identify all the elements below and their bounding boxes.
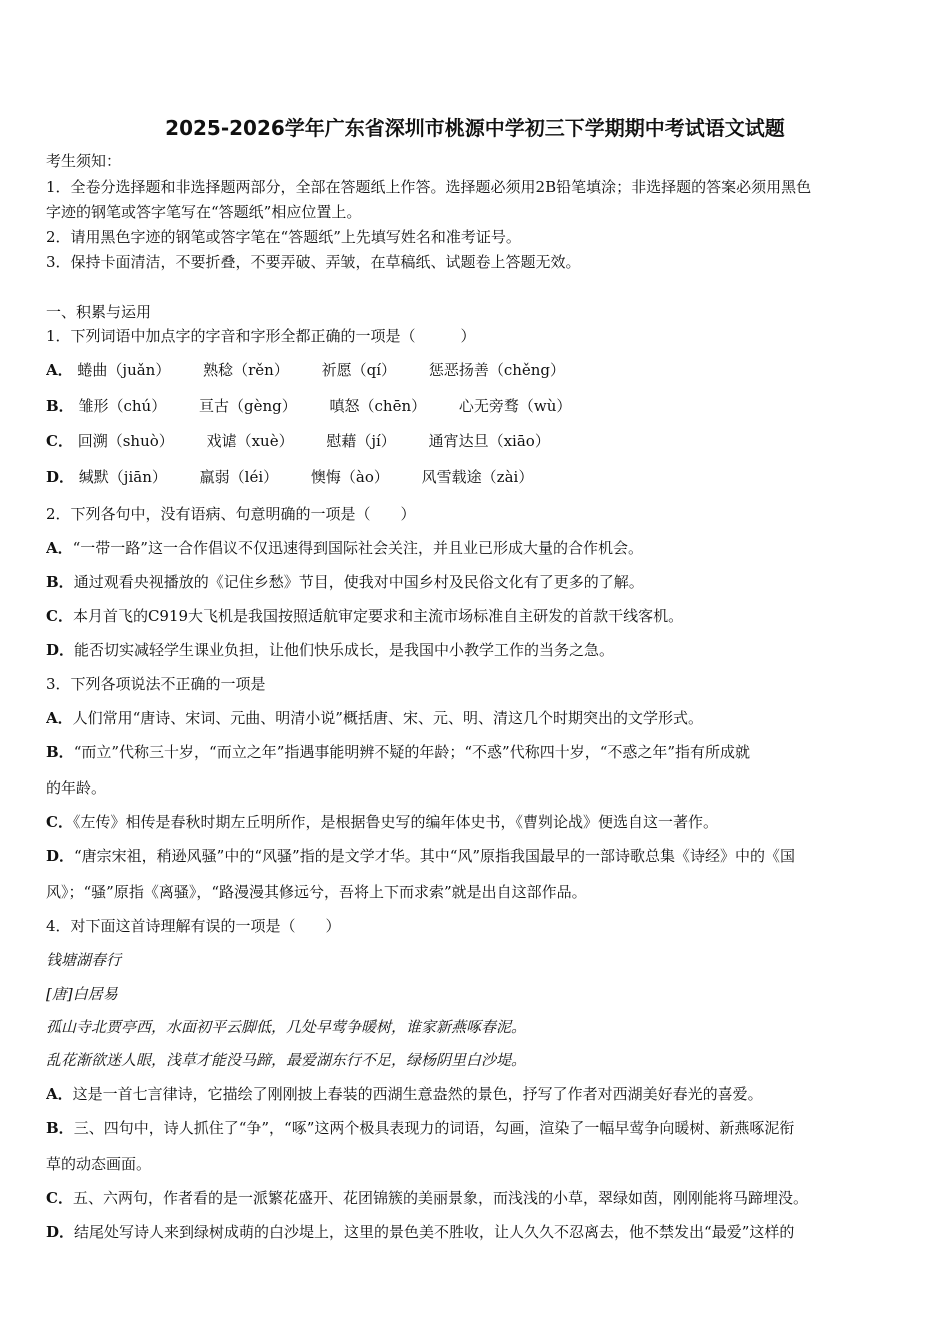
q2-option-d: [46, 640, 908, 660]
option-label: B．: [46, 397, 74, 415]
option-text: 通过观看央视播放的《记住乡愁》节目，使我对中国乡村及民俗文化有了更多的了解。: [73, 573, 644, 591]
poem-author: [唐]白居易: [46, 985, 118, 1003]
question-3-stem: 3．下列各项说法不正确的一项是: [46, 675, 266, 693]
notice-line: 2．请用黑色字迹的钢笔或答字笔在“答题纸”上先填写姓名和准考证号。: [46, 228, 521, 246]
word-item: 通宵达旦（xiāo）: [428, 432, 550, 450]
option-label: D．: [46, 1223, 75, 1241]
option-text: 能否切实减轻学生课业负担，让他们快乐成长，是我国中小教学工作的当务之急。: [74, 641, 615, 659]
word-item: 雏形（chú）: [78, 397, 167, 415]
word-item: 戏谑（xuè）: [206, 432, 294, 450]
notice-line: 3．保持卡面清洁，不要折叠，不要弄破、弄皱，在草稿纸、试题卷上答题无效。: [46, 253, 581, 271]
q4-option-b: [46, 1118, 908, 1138]
word-item: 缄默（jiān）: [78, 468, 167, 486]
option-text: 五、六两句，作者看的是一派繁花盛开、花团锦簇的美丽景象，而浅浅的小草，翠绿如茵，刚刚能将马蹄埋没。: [72, 1189, 808, 1207]
section-heading: 一、积累与运用: [46, 303, 152, 321]
question-4-stem: 4．对下面这首诗理解有误的一项是（ ）: [46, 917, 341, 935]
option-label: A．: [46, 539, 73, 557]
q3-option-b: [46, 742, 908, 762]
option-label: C．: [46, 813, 73, 831]
q3-option-a: [46, 708, 908, 728]
word-item: 羸弱（léi）: [199, 468, 279, 486]
option-text: 人们常用“唐诗、宋词、元曲、明清小说”概括唐、宋、元、明、清这几个时期突出的文学形式。: [72, 709, 703, 727]
option-label: A．: [46, 1085, 73, 1103]
option-label: C．: [46, 432, 73, 450]
q4-option-c: [46, 1188, 908, 1208]
word-item: 慰藉（jí）: [326, 432, 396, 450]
word-item: 心无旁骛（wù）: [458, 397, 572, 415]
word-item: 嗔怒（chēn）: [329, 397, 427, 415]
option-label: D．: [46, 641, 75, 659]
q4-option-a: [46, 1084, 908, 1104]
question-2-stem: 2．下列各句中，没有语病、句意明确的一项是（ ）: [46, 505, 416, 523]
option-text: 这是一首七言律诗，它描绘了刚刚披上春装的西湖生意盎然的景色，抒写了作者对西湖美好春光的喜爱。: [72, 1085, 763, 1103]
q2-option-a: [46, 538, 908, 558]
q2-option-b: [46, 572, 908, 592]
q2-option-c: [46, 606, 908, 626]
option-label: B．: [46, 743, 74, 761]
q3-option-d: [46, 846, 908, 866]
option-label: C．: [46, 1189, 73, 1207]
question-1-stem: 1．下列词语中加点字的字音和字形全都正确的一项是（ ）: [46, 327, 476, 345]
option-label: D．: [46, 468, 75, 486]
q3-option-b-cont: 的年龄。: [46, 779, 107, 797]
option-text: 结尾处写诗人来到绿树成萌的白沙堤上，这里的景色美不胜收，让人久久不忍离去，他不禁发出“最爱”这样的: [74, 1223, 795, 1241]
q1-option-a: [46, 360, 908, 380]
q1-option-b: [46, 396, 908, 416]
poem-title: 钱塘湖春行: [46, 951, 122, 969]
word-item: 风雪载途（zài）: [421, 468, 534, 486]
option-label: C．: [46, 607, 73, 625]
notice-heading: 考生须知：: [46, 152, 122, 170]
notice-line: 1．全卷分选择题和非选择题两部分，全部在答题纸上作答。选择题必须用2B铅笔填涂；非选择题的答案必须用黑色: [46, 178, 812, 196]
option-text: 本月首飞的C919大飞机是我国按照适航审定要求和主流市场标准自主研发的首款干线客机。: [72, 607, 684, 625]
q1-option-c: [46, 431, 908, 451]
q3-option-d-cont: 风》；“骚”原指《离骚》，“路漫漫其修远兮，吾将上下而求索”就是出自这部作品。: [46, 883, 587, 901]
word-item: 熟稔（rěn）: [203, 361, 289, 379]
word-item: 蜷曲（juǎn）: [77, 361, 171, 379]
word-item: 懊悔（ào）: [310, 468, 389, 486]
poem-line: 孤山寺北贾亭西，水面初平云脚低，几处早莺争暖树，谁家新燕啄春泥。: [46, 1018, 527, 1036]
word-item: 回溯（shuò）: [77, 432, 174, 450]
option-label: D．: [46, 847, 75, 865]
option-text: “一带一路”这一合作倡议不仅迅速得到国际社会关注，并且业已形成大量的合作机会。: [72, 539, 643, 557]
q4-option-b-cont: 草的动态画面。: [46, 1155, 152, 1173]
option-text: 《左传》相传是春秋时期左丘明所作，是根据鲁史写的编年体史书，《曹刿论战》便选自这一著作。: [72, 813, 718, 831]
option-label: A．: [46, 361, 73, 379]
option-label: B．: [46, 573, 74, 591]
word-item: 惩恶扬善（chěng）: [428, 361, 566, 379]
q4-option-d: [46, 1222, 908, 1242]
option-label: A．: [46, 709, 73, 727]
q1-option-d: [46, 467, 908, 487]
option-text: “唐宗宋祖，稍逊风骚”中的“风骚”指的是文学才华。其中“风”原指我国最早的一部诗歌总集《诗经》中的《国: [74, 847, 796, 865]
word-item: 祈愿（qí）: [321, 361, 397, 379]
option-label: B．: [46, 1119, 74, 1137]
poem-line: 乱花渐欲迷人眼，浅草才能没马蹄，最爱湖东行不足，绿杨阴里白沙堤。: [46, 1051, 527, 1069]
q3-option-c: [46, 812, 908, 832]
notice-line: 字迹的钢笔或答字笔写在“答题纸”相应位置上。: [46, 203, 362, 221]
option-text: 三、四句中，诗人抓住了“争”，“啄”这两个极具表现力的词语，勾画，渲染了一幅早莺争向暖树、新燕啄泥衔: [73, 1119, 795, 1137]
word-item: 亘古（gèng）: [198, 397, 297, 415]
option-text: “而立”代称三十岁，“而立之年”指遇事能明辨不疑的年龄；“不惑”代称四十岁，“不惑之年”指有所成就: [73, 743, 751, 761]
page-title: 2025-2026学年广东省深圳市桃源中学初三下学期期中考试语文试题: [165, 116, 785, 140]
